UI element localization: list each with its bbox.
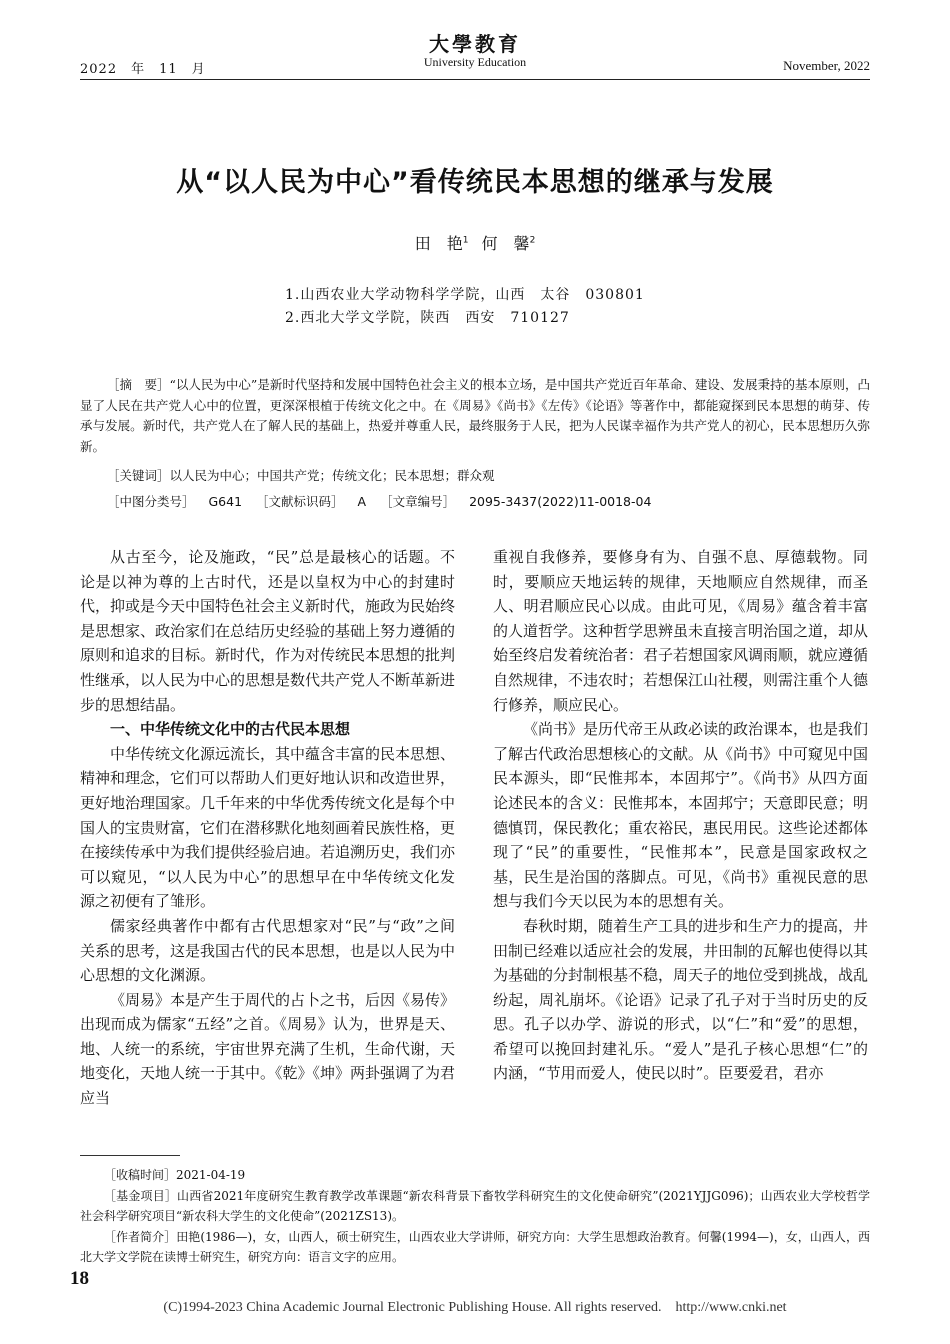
body-column-right	[493, 545, 868, 1086]
journal-name-en: University Education	[423, 55, 527, 69]
copyright-notice: (C)1994-2023 China Academic Journal Electronic Publishing House. All rights reserved. http://www.cnki.net	[163, 1300, 787, 1315]
body-paragraph: 中华传统文化源远流长，其中蕴含丰富的民本思想、精神和理念，它们可以帮助人们更好地认识和改造世界，更好地治理国家。几千年来的中华优秀传统文化是每个中国人的宝贵财富，它们在潜移默化地刻画着民族性格，更在接续传承中为我们提供经验启迪。若追溯历史，我们亦可以窥见，“以人民为中心”的思想早在中华传统文化发源之初便有了雏形。	[80, 744, 456, 911]
author-superscript: 2	[529, 235, 536, 246]
body-paragraph: 春秋时期，随着生产工具的进步和生产力的提高，井田制已经难以适应社会的发展，井田制的瓦解也使得以其为基础的分封制根基不稳，周天子的地位受到挑战，战乱纷起，周礼崩坏。《论语》记录了孔子对于当时历史的反思。孔子以办学、游说的形式，以“仁”和“爱”的思想，希望可以挽回封建礼乐。“爱人”是孔子核心思想“仁”的内涵，“节用而爱人，使民以时”。臣要爱君，君亦	[493, 916, 869, 1083]
body-paragraph: 《周易》本是产生于周代的占卜之书，后因《易传》出现而成为儒家“五经”之首。《周易》认为，世界是天、地、人统一的系统，宇宙世界充满了生机，生命代谢，天地变化，天地人统一于其中。《乾》《坤》两卦强调了为君应当	[80, 990, 456, 1108]
affiliation-2: 2.西北大学文学院，陕西 西安 710127	[285, 310, 570, 326]
abstract-text: “以人民为中心”是新时代坚持和发展中国特色社会主义的根本立场，是中国共产党近百年革命、建设、发展秉持的基本原则，凸显了人民在共产党人心中的位置，更深深根植于传统文化之中。在《周易》《尚书》《左传》《论语》等著作中，都能窥探到民本思想的萌芽、传承与发展。新时代，共产党人在了解人民的基础上，热爱并尊重人民，最终服务于人民，把为人民谋幸福作为共产党人的初心，民本思想历久弥新。	[80, 377, 870, 454]
header-date-cn: 2022 年 11 月	[80, 62, 206, 77]
body-paragraph: 重视自我修养，要修身有为、自强不息、厚德载物。同时，要顺应天地运转的规律，天地顺应自然规律，而圣人、明君顺应民心以成。由此可见，《周易》蕴含着丰富的人道哲学。这种哲学思辨虽未直接言明治国之道，却从始至终启发着统治者：君子若想国家风调雨顺，就应遵循自然规律，不违农时；若想保江山社稷，则需注重个人德行修养，顺应民心。	[493, 548, 869, 714]
classification-line	[107, 492, 651, 510]
body-paragraph: 儒家经典著作中都有古代思想家对“民”与“政”之间关系的思考，这是我国古代的民本思想，也是以人民为中心思想的文化渊源。	[80, 916, 456, 985]
body-paragraph: 《尚书》是历代帝王从政必读的政治课本，也是我们了解古代政治思想核心的文献。从《尚书》中可窥见中国民本源头，即“民惟邦本，本固邦宁”。《尚书》从四方面论述民本的含义：民惟邦本，本固邦宁；天意即民意；明德慎罚，保民教化；重农裕民，惠民用民。这些论述都体现了“民”的重要性，“民惟邦本”，民意是国家政权之基，民生是治国的落脚点。可见，《尚书》重视民意的思想与我们今天以民为本的思想有关。	[493, 720, 869, 911]
keywords	[107, 466, 495, 484]
keywords-text: 以人民为中心；中国共产党；传统文化；民本思想；群众观	[169, 468, 495, 483]
header-date-en: November, 2022	[783, 58, 870, 73]
article-title: 从“以人民为中心”看传统民本思想的继承与发展	[176, 167, 774, 198]
footnote-divider	[80, 1155, 180, 1156]
class-value: G641	[208, 494, 243, 509]
body-paragraph: 从古至今，论及施政，“民”总是最核心的话题。不论是以神为尊的上古时代，还是以皇权为中心的封建时代，抑或是今天中国特色社会主义新时代，施政为民始终是思想家、政治家们在总结历史经验的基础上努力遵循的原则和追求的目标。新时代，作为对传统民本思想的批判性继承，以人民为中心的思想是数代共产党人不断革新进步的思想结晶。	[80, 548, 456, 714]
page-number: 18	[70, 1268, 89, 1289]
footnote-fund: ［基金项目］山西省2021年度研究生教育教学改革课题“新农科背景下畜牧学科研究生的文化使命研究”(2021YJJG096)；山西农业大学校哲学社会科学研究项目“新农科大学生的文化使命”(2021ZS13)。	[80, 1188, 870, 1223]
affiliation-1: 1.山西农业大学动物科学学院，山西 太谷 030801	[285, 287, 645, 303]
body-column-left	[80, 545, 455, 1111]
article-no-value: 2095-3437(2022)11-0018-04	[469, 494, 652, 509]
footnote-received: ［收稿时间］2021-04-19	[104, 1168, 246, 1182]
author-name: 何 馨	[481, 234, 530, 253]
class-label: ［中图分类号］	[107, 494, 195, 509]
abstract-label: ［摘 要］	[107, 377, 170, 392]
article-no-label: ［文章编号］	[380, 494, 456, 509]
author-line	[0, 231, 950, 254]
author-name: 田 艳	[414, 234, 463, 253]
footnote-authors: ［作者简介］田艳(1986—)，女，山西人，硕士研究生，山西农业大学讲师，研究方向：大学生思想政治教育。何馨(1994—)，女，山西人，西北大学文学院在读博士研究生，研究方向：语言文字的应用。	[80, 1229, 870, 1264]
section-heading: 一、中华传统文化中的古代民本思想	[110, 720, 351, 739]
keywords-label: ［关键词］	[107, 468, 170, 483]
footnotes	[80, 1165, 870, 1268]
author-superscript: 1	[462, 235, 469, 246]
abstract	[80, 375, 870, 457]
doc-code-value: A	[357, 494, 367, 509]
journal-logo: 大學教育	[429, 32, 521, 56]
header-divider	[80, 79, 870, 80]
doc-code-label: ［文献标识码］	[256, 494, 344, 509]
